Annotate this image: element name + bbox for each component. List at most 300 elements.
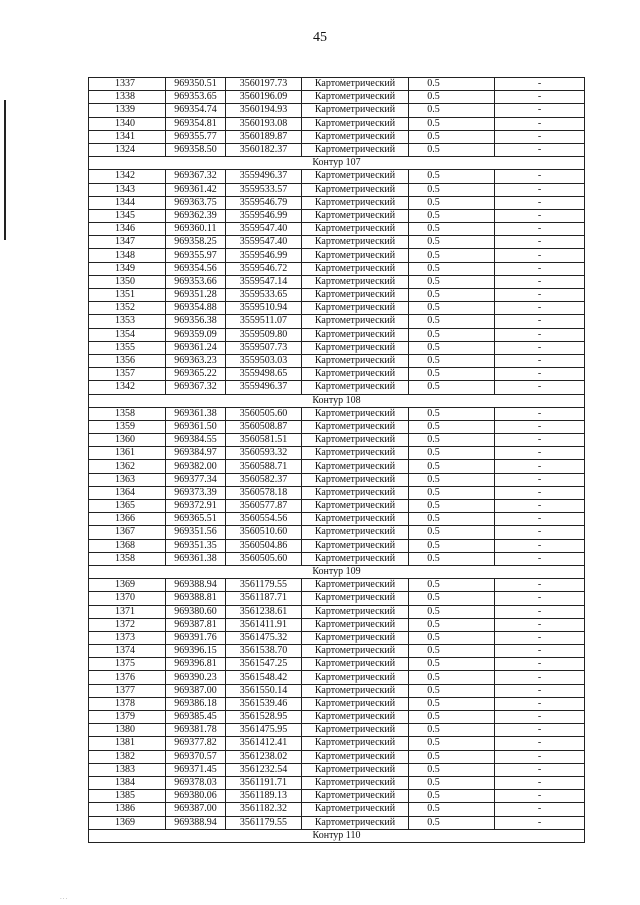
table-row: [89, 671, 585, 684]
coord-y-cell: 3561412.41: [226, 737, 302, 750]
accuracy-cell: 0.5: [409, 341, 495, 354]
table-row: [89, 460, 585, 473]
method-cell: Картометрический: [302, 539, 409, 552]
point-number-cell: 1356: [89, 354, 166, 367]
point-number-cell: 1348: [89, 249, 166, 262]
point-number-cell: 1382: [89, 750, 166, 763]
contour-title: Контур 109: [89, 565, 585, 578]
margin-bar: [4, 100, 6, 240]
point-number-cell: 1361: [89, 447, 166, 460]
page-number: 45: [313, 30, 327, 45]
accuracy-cell: 0.5: [409, 302, 495, 315]
contour-header-row: [89, 565, 585, 578]
point-number-cell: 1377: [89, 684, 166, 697]
point-number-cell: 1362: [89, 460, 166, 473]
table-row: [89, 711, 585, 724]
accuracy-cell: 0.5: [409, 407, 495, 420]
contour-header-row: [89, 157, 585, 170]
method-cell: Картометрический: [302, 302, 409, 315]
coord-x-cell: 969391.76: [166, 631, 226, 644]
coord-x-cell: 969350.51: [166, 78, 226, 91]
point-number-cell: 1349: [89, 262, 166, 275]
table-row: [89, 790, 585, 803]
scan-mark: ...: [60, 893, 69, 901]
accuracy-cell: 0.5: [409, 763, 495, 776]
coord-y-cell: 3561411.91: [226, 618, 302, 631]
accuracy-cell: 0.5: [409, 684, 495, 697]
accuracy-cell: 0.5: [409, 117, 495, 130]
coord-y-cell: 3559533.57: [226, 183, 302, 196]
coord-y-cell: 3559498.65: [226, 368, 302, 381]
coord-x-cell: 969387.00: [166, 684, 226, 697]
note-cell: -: [495, 763, 585, 776]
note-cell: -: [495, 447, 585, 460]
coord-x-cell: 969355.97: [166, 249, 226, 262]
method-cell: Картометрический: [302, 776, 409, 789]
note-cell: -: [495, 236, 585, 249]
point-number-cell: 1386: [89, 803, 166, 816]
coord-x-cell: 969390.23: [166, 671, 226, 684]
method-cell: Картометрический: [302, 684, 409, 697]
method-cell: Картометрический: [302, 737, 409, 750]
method-cell: Картометрический: [302, 381, 409, 394]
method-cell: Картометрический: [302, 447, 409, 460]
method-cell: Картометрический: [302, 420, 409, 433]
coord-x-cell: 969372.91: [166, 500, 226, 513]
coord-y-cell: 3559546.72: [226, 262, 302, 275]
point-number-cell: 1342: [89, 170, 166, 183]
coord-y-cell: 3561548.42: [226, 671, 302, 684]
point-number-cell: 1371: [89, 605, 166, 618]
note-cell: -: [495, 592, 585, 605]
coord-x-cell: 969387.00: [166, 803, 226, 816]
coord-x-cell: 969365.22: [166, 368, 226, 381]
coord-x-cell: 969353.66: [166, 275, 226, 288]
accuracy-cell: 0.5: [409, 170, 495, 183]
accuracy-cell: 0.5: [409, 645, 495, 658]
note-cell: -: [495, 368, 585, 381]
note-cell: -: [495, 275, 585, 288]
method-cell: Картометрический: [302, 697, 409, 710]
method-cell: Картометрический: [302, 328, 409, 341]
note-cell: -: [495, 117, 585, 130]
coord-y-cell: 3560194.93: [226, 104, 302, 117]
coord-y-cell: 3559547.40: [226, 223, 302, 236]
accuracy-cell: 0.5: [409, 289, 495, 302]
point-number-cell: 1379: [89, 711, 166, 724]
note-cell: -: [495, 315, 585, 328]
coord-x-cell: 969384.97: [166, 447, 226, 460]
point-number-cell: 1352: [89, 302, 166, 315]
coord-x-cell: 969396.15: [166, 645, 226, 658]
coord-x-cell: 969351.35: [166, 539, 226, 552]
coord-y-cell: 3560505.60: [226, 552, 302, 565]
table-row: [89, 486, 585, 499]
accuracy-cell: 0.5: [409, 434, 495, 447]
method-cell: Картометрический: [302, 658, 409, 671]
table-row: [89, 196, 585, 209]
coord-y-cell: 3559547.14: [226, 275, 302, 288]
point-number-cell: 1384: [89, 776, 166, 789]
point-number-cell: 1369: [89, 579, 166, 592]
accuracy-cell: 0.5: [409, 236, 495, 249]
method-cell: Картометрический: [302, 645, 409, 658]
table-row: [89, 447, 585, 460]
coord-x-cell: 969396.81: [166, 658, 226, 671]
accuracy-cell: 0.5: [409, 697, 495, 710]
note-cell: -: [495, 803, 585, 816]
accuracy-cell: 0.5: [409, 223, 495, 236]
method-cell: Картометрический: [302, 341, 409, 354]
point-number-cell: 1353: [89, 315, 166, 328]
method-cell: Картометрический: [302, 117, 409, 130]
accuracy-cell: 0.5: [409, 579, 495, 592]
table-row: [89, 315, 585, 328]
coord-y-cell: 3561189.13: [226, 790, 302, 803]
note-cell: -: [495, 816, 585, 829]
coord-y-cell: 3561539.46: [226, 697, 302, 710]
coord-x-cell: 969361.42: [166, 183, 226, 196]
coord-y-cell: 3559511.07: [226, 315, 302, 328]
point-number-cell: 1381: [89, 737, 166, 750]
method-cell: Картометрический: [302, 579, 409, 592]
note-cell: -: [495, 697, 585, 710]
note-cell: -: [495, 381, 585, 394]
method-cell: Картометрический: [302, 711, 409, 724]
accuracy-cell: 0.5: [409, 711, 495, 724]
note-cell: -: [495, 302, 585, 315]
coord-x-cell: 969365.51: [166, 513, 226, 526]
point-number-cell: 1363: [89, 473, 166, 486]
coord-x-cell: 969362.39: [166, 209, 226, 222]
coord-y-cell: 3560508.87: [226, 420, 302, 433]
table-row: [89, 724, 585, 737]
table-row: [89, 697, 585, 710]
point-number-cell: 1343: [89, 183, 166, 196]
accuracy-cell: 0.5: [409, 209, 495, 222]
accuracy-cell: 0.5: [409, 143, 495, 156]
coord-y-cell: 3559546.99: [226, 209, 302, 222]
table-row: [89, 579, 585, 592]
method-cell: Картометрический: [302, 262, 409, 275]
note-cell: -: [495, 91, 585, 104]
coord-x-cell: 969387.81: [166, 618, 226, 631]
note-cell: -: [495, 737, 585, 750]
accuracy-cell: 0.5: [409, 803, 495, 816]
coord-x-cell: 969351.28: [166, 289, 226, 302]
note-cell: -: [495, 500, 585, 513]
method-cell: Картометрический: [302, 618, 409, 631]
coord-y-cell: 3559507.73: [226, 341, 302, 354]
table-row: [89, 302, 585, 315]
coord-x-cell: 969351.56: [166, 526, 226, 539]
note-cell: -: [495, 526, 585, 539]
coord-x-cell: 969354.56: [166, 262, 226, 275]
note-cell: -: [495, 262, 585, 275]
coord-x-cell: 969356.38: [166, 315, 226, 328]
coord-y-cell: 3560593.32: [226, 447, 302, 460]
coord-y-cell: 3560581.51: [226, 434, 302, 447]
accuracy-cell: 0.5: [409, 737, 495, 750]
point-number-cell: 1378: [89, 697, 166, 710]
point-number-cell: 1359: [89, 420, 166, 433]
coord-x-cell: 969380.06: [166, 790, 226, 803]
point-number-cell: 1350: [89, 275, 166, 288]
contour-header-row: [89, 394, 585, 407]
table-row: [89, 500, 585, 513]
note-cell: -: [495, 209, 585, 222]
accuracy-cell: 0.5: [409, 816, 495, 829]
note-cell: -: [495, 354, 585, 367]
note-cell: -: [495, 223, 585, 236]
table-row: [89, 737, 585, 750]
table-row: [89, 91, 585, 104]
method-cell: Картометрический: [302, 183, 409, 196]
coord-y-cell: 3561528.95: [226, 711, 302, 724]
note-cell: -: [495, 513, 585, 526]
coord-x-cell: 969354.81: [166, 117, 226, 130]
table-row: [89, 236, 585, 249]
table-row: [89, 78, 585, 91]
method-cell: Картометрический: [302, 486, 409, 499]
point-number-cell: 1358: [89, 407, 166, 420]
point-number-cell: 1368: [89, 539, 166, 552]
coord-x-cell: 969388.81: [166, 592, 226, 605]
accuracy-cell: 0.5: [409, 91, 495, 104]
method-cell: Картометрический: [302, 104, 409, 117]
table-row: [89, 618, 585, 631]
table-row: [89, 170, 585, 183]
accuracy-cell: 0.5: [409, 368, 495, 381]
table-row: [89, 658, 585, 671]
note-cell: -: [495, 671, 585, 684]
point-number-cell: 1374: [89, 645, 166, 658]
point-number-cell: 1375: [89, 658, 166, 671]
note-cell: -: [495, 579, 585, 592]
coord-x-cell: 969380.60: [166, 605, 226, 618]
coord-x-cell: 969353.65: [166, 91, 226, 104]
coord-x-cell: 969359.09: [166, 328, 226, 341]
coord-x-cell: 969388.94: [166, 579, 226, 592]
accuracy-cell: 0.5: [409, 473, 495, 486]
point-number-cell: 1339: [89, 104, 166, 117]
note-cell: -: [495, 170, 585, 183]
point-number-cell: 1345: [89, 209, 166, 222]
note-cell: -: [495, 460, 585, 473]
note-cell: -: [495, 552, 585, 565]
accuracy-cell: 0.5: [409, 249, 495, 262]
coord-y-cell: 3560577.87: [226, 500, 302, 513]
coord-x-cell: 969363.23: [166, 354, 226, 367]
coord-y-cell: 3561238.02: [226, 750, 302, 763]
point-number-cell: 1383: [89, 763, 166, 776]
coord-y-cell: 3561538.70: [226, 645, 302, 658]
table-row: [89, 104, 585, 117]
coord-x-cell: 969371.45: [166, 763, 226, 776]
method-cell: Картометрический: [302, 473, 409, 486]
coord-y-cell: 3560554.56: [226, 513, 302, 526]
method-cell: Картометрический: [302, 500, 409, 513]
method-cell: Картометрический: [302, 289, 409, 302]
point-number-cell: 1358: [89, 552, 166, 565]
point-number-cell: 1376: [89, 671, 166, 684]
coord-x-cell: 969384.55: [166, 434, 226, 447]
point-number-cell: 1372: [89, 618, 166, 631]
method-cell: Картометрический: [302, 275, 409, 288]
accuracy-cell: 0.5: [409, 526, 495, 539]
point-number-cell: 1324: [89, 143, 166, 156]
method-cell: Картометрический: [302, 209, 409, 222]
note-cell: -: [495, 750, 585, 763]
coord-y-cell: 3561179.55: [226, 816, 302, 829]
accuracy-cell: 0.5: [409, 631, 495, 644]
note-cell: -: [495, 790, 585, 803]
table-row: [89, 249, 585, 262]
note-cell: -: [495, 249, 585, 262]
coord-y-cell: 3560582.37: [226, 473, 302, 486]
coord-x-cell: 969361.24: [166, 341, 226, 354]
note-cell: -: [495, 328, 585, 341]
coord-y-cell: 3559503.03: [226, 354, 302, 367]
table-row: [89, 803, 585, 816]
accuracy-cell: 0.5: [409, 275, 495, 288]
table-row: [89, 381, 585, 394]
method-cell: Картометрический: [302, 790, 409, 803]
coord-y-cell: 3560193.08: [226, 117, 302, 130]
point-number-cell: 1344: [89, 196, 166, 209]
coord-y-cell: 3561179.55: [226, 579, 302, 592]
method-cell: Картометрический: [302, 368, 409, 381]
point-number-cell: 1369: [89, 816, 166, 829]
coord-x-cell: 969373.39: [166, 486, 226, 499]
coord-x-cell: 969367.32: [166, 381, 226, 394]
point-number-cell: 1366: [89, 513, 166, 526]
coord-x-cell: 969370.57: [166, 750, 226, 763]
coord-y-cell: 3559496.37: [226, 170, 302, 183]
contour-title: Контур 108: [89, 394, 585, 407]
coordinates-table-body: [89, 78, 585, 843]
method-cell: Картометрический: [302, 91, 409, 104]
note-cell: -: [495, 486, 585, 499]
note-cell: -: [495, 420, 585, 433]
note-cell: -: [495, 684, 585, 697]
method-cell: Картометрический: [302, 196, 409, 209]
table-row: [89, 539, 585, 552]
point-number-cell: 1365: [89, 500, 166, 513]
note-cell: -: [495, 407, 585, 420]
accuracy-cell: 0.5: [409, 750, 495, 763]
point-number-cell: 1355: [89, 341, 166, 354]
method-cell: Картометрический: [302, 434, 409, 447]
accuracy-cell: 0.5: [409, 420, 495, 433]
accuracy-cell: 0.5: [409, 183, 495, 196]
method-cell: Картометрический: [302, 671, 409, 684]
point-number-cell: 1360: [89, 434, 166, 447]
coord-y-cell: 3560504.86: [226, 539, 302, 552]
table-row: [89, 209, 585, 222]
accuracy-cell: 0.5: [409, 776, 495, 789]
coord-y-cell: 3559547.40: [226, 236, 302, 249]
accuracy-cell: 0.5: [409, 552, 495, 565]
method-cell: Картометрический: [302, 750, 409, 763]
note-cell: -: [495, 196, 585, 209]
method-cell: Картометрический: [302, 631, 409, 644]
point-number-cell: 1385: [89, 790, 166, 803]
coord-y-cell: 3561191.71: [226, 776, 302, 789]
point-number-cell: 1346: [89, 223, 166, 236]
method-cell: Картометрический: [302, 407, 409, 420]
accuracy-cell: 0.5: [409, 671, 495, 684]
coord-x-cell: 969361.38: [166, 407, 226, 420]
table-row: [89, 275, 585, 288]
accuracy-cell: 0.5: [409, 381, 495, 394]
coord-x-cell: 969377.82: [166, 737, 226, 750]
point-number-cell: 1351: [89, 289, 166, 302]
table-row: [89, 328, 585, 341]
note-cell: -: [495, 434, 585, 447]
point-number-cell: 1347: [89, 236, 166, 249]
accuracy-cell: 0.5: [409, 513, 495, 526]
table-row: [89, 552, 585, 565]
accuracy-cell: 0.5: [409, 78, 495, 91]
coord-y-cell: 3560505.60: [226, 407, 302, 420]
accuracy-cell: 0.5: [409, 315, 495, 328]
accuracy-cell: 0.5: [409, 130, 495, 143]
coord-y-cell: 3560189.87: [226, 130, 302, 143]
coord-y-cell: 3561475.32: [226, 631, 302, 644]
method-cell: Картометрический: [302, 526, 409, 539]
note-cell: -: [495, 645, 585, 658]
table-row: [89, 513, 585, 526]
coord-y-cell: 3561182.32: [226, 803, 302, 816]
accuracy-cell: 0.5: [409, 486, 495, 499]
coord-x-cell: 969386.18: [166, 697, 226, 710]
coord-x-cell: 969361.50: [166, 420, 226, 433]
accuracy-cell: 0.5: [409, 460, 495, 473]
accuracy-cell: 0.5: [409, 196, 495, 209]
method-cell: Картометрический: [302, 315, 409, 328]
method-cell: Картометрический: [302, 143, 409, 156]
coord-y-cell: 3559510.94: [226, 302, 302, 315]
note-cell: -: [495, 289, 585, 302]
table-row: [89, 407, 585, 420]
coord-x-cell: 969367.32: [166, 170, 226, 183]
coord-x-cell: 969388.94: [166, 816, 226, 829]
coord-x-cell: 969361.38: [166, 552, 226, 565]
accuracy-cell: 0.5: [409, 354, 495, 367]
coord-y-cell: 3560182.37: [226, 143, 302, 156]
table-row: [89, 262, 585, 275]
note-cell: -: [495, 658, 585, 671]
note-cell: -: [495, 143, 585, 156]
coord-x-cell: 969381.78: [166, 724, 226, 737]
note-cell: -: [495, 473, 585, 486]
point-number-cell: 1337: [89, 78, 166, 91]
table-row: [89, 143, 585, 156]
coordinates-table: [88, 77, 585, 843]
note-cell: -: [495, 183, 585, 196]
point-number-cell: 1354: [89, 328, 166, 341]
coord-y-cell: 3559496.37: [226, 381, 302, 394]
point-number-cell: 1364: [89, 486, 166, 499]
table-row: [89, 750, 585, 763]
method-cell: Картометрический: [302, 170, 409, 183]
method-cell: Картометрический: [302, 249, 409, 262]
coord-x-cell: 969354.74: [166, 104, 226, 117]
note-cell: -: [495, 631, 585, 644]
method-cell: Картометрический: [302, 513, 409, 526]
method-cell: Картометрический: [302, 354, 409, 367]
